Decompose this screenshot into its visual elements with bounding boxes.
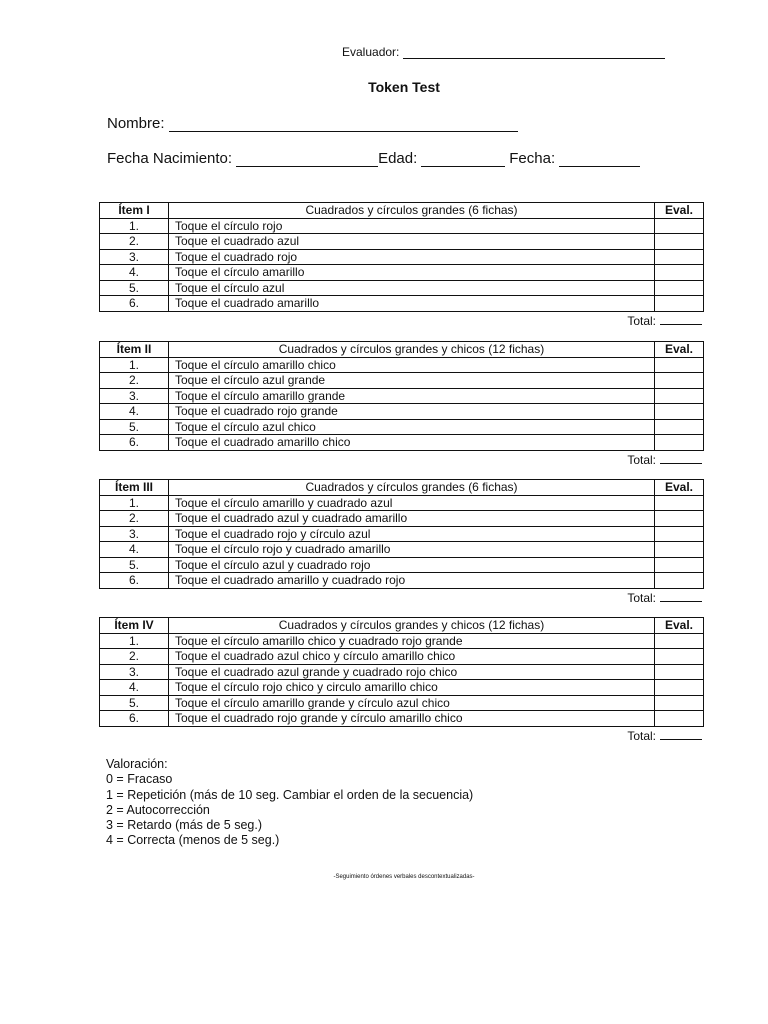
table-row (100, 296, 704, 312)
row-number: 1. (100, 218, 169, 234)
eval-cell[interactable] (655, 296, 704, 312)
edad-label: Edad: (378, 150, 418, 167)
edad-input-line[interactable] (421, 152, 505, 167)
row-number: 1. (100, 633, 169, 649)
table-row (100, 404, 704, 420)
table-row (100, 557, 704, 573)
nombre-label: Nombre: (107, 115, 165, 132)
eval-heading: Eval. (655, 480, 704, 496)
total-input-line[interactable] (660, 728, 702, 740)
row-number: 2. (100, 373, 169, 389)
row-instruction: Toque el cuadrado azul chico y círculo amarillo chico (169, 649, 655, 665)
row-instruction: Toque el cuadrado amarillo y cuadrado rojo (169, 573, 655, 589)
item-table (99, 617, 704, 727)
valoracion-item: 0 = Fracaso (106, 772, 173, 787)
eval-cell[interactable] (655, 419, 704, 435)
table-header-row (100, 480, 704, 496)
row-instruction: Toque el cuadrado amarillo chico (169, 435, 655, 451)
table-header-row (100, 203, 704, 219)
total-input-line[interactable] (660, 452, 702, 464)
row-instruction: Toque el círculo azul chico (169, 419, 655, 435)
eval-cell[interactable] (655, 249, 704, 265)
table-row (100, 218, 704, 234)
evaluador-input-line[interactable] (403, 46, 665, 59)
eval-cell[interactable] (655, 388, 704, 404)
row-number: 6. (100, 435, 169, 451)
eval-heading: Eval. (655, 618, 704, 634)
total-label: Total: (627, 590, 656, 605)
row-number: 5. (100, 695, 169, 711)
row-number: 3. (100, 388, 169, 404)
table-row (100, 649, 704, 665)
row-instruction: Toque el círculo rojo y cuadrado amarillo (169, 542, 655, 558)
page-footer: -Seguimiento órdenes verbales descontextualizadas- (333, 874, 475, 880)
row-instruction: Toque el cuadrado rojo grande y círculo amarillo chico (169, 711, 655, 727)
table-row (100, 435, 704, 451)
eval-cell[interactable] (655, 680, 704, 696)
item-heading: Ítem III (100, 480, 169, 496)
row-instruction: Toque el cuadrado azul grande y cuadrado rojo chico (169, 664, 655, 680)
eval-cell[interactable] (655, 695, 704, 711)
row-number: 2. (100, 234, 169, 250)
row-number: 5. (100, 557, 169, 573)
row-number: 4. (100, 404, 169, 420)
item-heading: Ítem II (100, 342, 169, 358)
row-instruction: Toque el cuadrado rojo y círculo azul (169, 526, 655, 542)
table-row (100, 388, 704, 404)
eval-cell[interactable] (655, 526, 704, 542)
fecha-label: Fecha: (509, 150, 556, 167)
eval-cell[interactable] (655, 542, 704, 558)
table-row (100, 265, 704, 281)
valoracion-legend (106, 757, 473, 849)
valoracion-item: 4 = Correcta (menos de 5 seg.) (106, 833, 280, 848)
eval-cell[interactable] (655, 633, 704, 649)
item-title: Cuadrados y círculos grandes y chicos (12 fichas) (169, 618, 655, 634)
evaluador-field (342, 45, 665, 59)
row-instruction: Toque el círculo azul y cuadrado rojo (169, 557, 655, 573)
row-instruction: Toque el cuadrado rojo grande (169, 404, 655, 420)
row-instruction: Toque el círculo amarillo grande (169, 388, 655, 404)
row-number: 5. (100, 280, 169, 296)
eval-heading: Eval. (655, 342, 704, 358)
table-row (100, 695, 704, 711)
fecha-nacimiento-label: Fecha Nacimiento: (107, 150, 233, 167)
row-number: 3. (100, 526, 169, 542)
row-number: 3. (100, 249, 169, 265)
item-table (99, 479, 704, 589)
table-row (100, 280, 704, 296)
dates-row (107, 150, 640, 167)
valoracion-item: 3 = Retardo (más de 5 seg.) (106, 818, 262, 833)
item-title: Cuadrados y círculos grandes (6 fichas) (169, 203, 655, 219)
eval-cell[interactable] (655, 265, 704, 281)
nombre-field (107, 115, 518, 132)
row-instruction: Toque el círculo amarillo chico (169, 357, 655, 373)
section-item-1 (99, 202, 704, 328)
row-instruction: Toque el cuadrado azul (169, 234, 655, 250)
page-title: Token Test (368, 79, 440, 95)
eval-cell[interactable] (655, 218, 704, 234)
eval-cell[interactable] (655, 649, 704, 665)
row-instruction: Toque el cuadrado azul y cuadrado amarillo (169, 511, 655, 527)
table-row (100, 357, 704, 373)
row-number: 5. (100, 419, 169, 435)
row-instruction: Toque el círculo amarillo y cuadrado azul (169, 495, 655, 511)
eval-cell[interactable] (655, 357, 704, 373)
fecha-nacimiento-input-line[interactable] (236, 152, 378, 167)
total-input-line[interactable] (660, 590, 702, 602)
row-number: 6. (100, 711, 169, 727)
valoracion-item: 2 = Autocorrección (106, 802, 210, 817)
eval-cell[interactable] (655, 373, 704, 389)
row-number: 6. (100, 573, 169, 589)
eval-cell[interactable] (655, 557, 704, 573)
row-number: 4. (100, 265, 169, 281)
table-row (100, 234, 704, 250)
table-row (100, 526, 704, 542)
item-title: Cuadrados y círculos grandes y chicos (12 fichas) (169, 342, 655, 358)
fecha-input-line[interactable] (559, 152, 640, 167)
eval-cell[interactable] (655, 664, 704, 680)
eval-cell[interactable] (655, 435, 704, 451)
item-table (99, 341, 704, 451)
table-row (100, 495, 704, 511)
table-row (100, 542, 704, 558)
eval-cell[interactable] (655, 234, 704, 250)
table-row (100, 664, 704, 680)
item-title: Cuadrados y círculos grandes (6 fichas) (169, 480, 655, 496)
total-label: Total: (627, 452, 656, 467)
row-instruction: Toque el círculo rojo chico y circulo amarillo chico (169, 680, 655, 696)
row-instruction: Toque el círculo amarillo grande y círculo azul chico (169, 695, 655, 711)
table-row (100, 711, 704, 727)
table-row (100, 249, 704, 265)
row-instruction: Toque el círculo amarillo (169, 265, 655, 281)
table-row (100, 680, 704, 696)
table-header-row (100, 342, 704, 358)
row-instruction: Toque el cuadrado rojo (169, 249, 655, 265)
row-instruction: Toque el círculo azul (169, 280, 655, 296)
row-number: 4. (100, 542, 169, 558)
eval-cell[interactable] (655, 495, 704, 511)
section-item-2 (99, 341, 704, 467)
total-row (99, 728, 704, 743)
total-label: Total: (627, 313, 656, 328)
item-heading: Ítem I (100, 203, 169, 219)
section-item-3 (99, 479, 704, 605)
total-row (99, 590, 704, 605)
evaluador-label: Evaluador: (342, 45, 400, 59)
table-row (100, 511, 704, 527)
nombre-input-line[interactable] (169, 117, 518, 132)
eval-cell[interactable] (655, 511, 704, 527)
eval-cell[interactable] (655, 711, 704, 727)
eval-cell[interactable] (655, 573, 704, 589)
table-row (100, 419, 704, 435)
item-heading: Ítem IV (100, 618, 169, 634)
row-instruction: Toque el círculo azul grande (169, 373, 655, 389)
row-instruction: Toque el cuadrado amarillo (169, 296, 655, 312)
eval-cell[interactable] (655, 280, 704, 296)
row-number: 3. (100, 664, 169, 680)
table-row (100, 573, 704, 589)
table-row (100, 373, 704, 389)
section-item-4 (99, 617, 704, 743)
eval-heading: Eval. (655, 203, 704, 219)
table-row (100, 633, 704, 649)
row-number: 1. (100, 495, 169, 511)
total-row (99, 452, 704, 467)
valoracion-item: 1 = Repetición (más de 10 seg. Cambiar el orden de la secuencia) (106, 787, 474, 802)
eval-cell[interactable] (655, 404, 704, 420)
row-number: 4. (100, 680, 169, 696)
item-table (99, 202, 704, 312)
row-number: 1. (100, 357, 169, 373)
row-number: 2. (100, 511, 169, 527)
total-label: Total: (627, 728, 656, 743)
total-input-line[interactable] (660, 313, 702, 325)
valoracion-heading: Valoración: (106, 757, 168, 771)
row-number: 6. (100, 296, 169, 312)
total-row (99, 313, 704, 328)
row-number: 2. (100, 649, 169, 665)
row-instruction: Toque el círculo amarillo chico y cuadrado rojo grande (169, 633, 655, 649)
table-header-row (100, 618, 704, 634)
row-instruction: Toque el círculo rojo (169, 218, 655, 234)
